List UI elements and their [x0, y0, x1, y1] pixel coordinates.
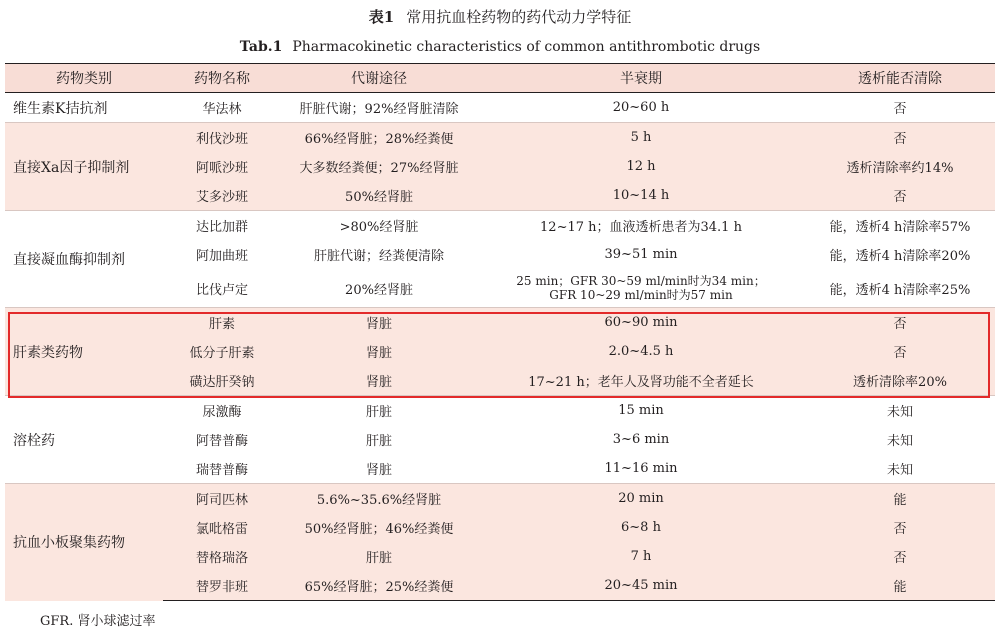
metabolism-cell: 肾脏 — [281, 454, 477, 484]
drug-cell: 阿哌沙班 — [163, 152, 281, 181]
drug-cell: 阿司匹林 — [163, 484, 281, 514]
dialysis-cell: 否 — [805, 308, 995, 338]
dialysis-cell: 否 — [805, 337, 995, 366]
half-life-cell: 7 h — [477, 542, 805, 571]
dialysis-cell: 能，透析4 h清除率57% — [805, 211, 995, 241]
half-life-cell: 6~8 h — [477, 513, 805, 542]
category-cell: 维生素K拮抗剂 — [5, 93, 163, 123]
dialysis-cell: 未知 — [805, 396, 995, 426]
dialysis-cell: 否 — [805, 123, 995, 153]
metabolism-cell: 65%经肾脏；25%经粪便 — [281, 571, 477, 601]
drug-cell: 阿加曲班 — [163, 240, 281, 269]
table-caption-cn: 常用抗血栓药物的药代动力学特征 — [406, 8, 632, 26]
half-life-cell: 20~60 h — [477, 93, 805, 123]
half-life-cell: 15 min — [477, 396, 805, 426]
drug-cell: 达比加群 — [163, 211, 281, 241]
table-row — [5, 93, 995, 123]
half-life-cell: 10~14 h — [477, 181, 805, 211]
category-cell: 直接凝血酶抑制剂 — [5, 211, 163, 308]
metabolism-cell: 5.6%~35.6%经肾脏 — [281, 484, 477, 514]
dialysis-cell: 透析清除率20% — [805, 366, 995, 396]
pharmacokinetics-table — [5, 63, 995, 601]
metabolism-cell: 肝脏 — [281, 542, 477, 571]
metabolism-cell: 大多数经粪便；27%经肾脏 — [281, 152, 477, 181]
table-title-cn — [0, 7, 1000, 27]
header-half-life: 半衰期 — [477, 64, 805, 93]
table-row — [5, 308, 995, 338]
dialysis-cell: 未知 — [805, 425, 995, 454]
table-label-cn: 表1 — [368, 8, 395, 26]
half-life-cell: 20 min — [477, 484, 805, 514]
header-drug: 药物名称 — [163, 64, 281, 93]
table-title-en — [0, 38, 1000, 56]
half-life-line-1: 25 min；GFR 30~59 ml/min时为34 min； — [516, 274, 766, 288]
footnote: GFR. 肾小球滤过率 — [40, 614, 156, 629]
header-dialysis: 透析能否清除 — [805, 64, 995, 93]
metabolism-cell: 肝脏代谢；92%经肾脏清除 — [281, 93, 477, 123]
half-life-cell: 2.0~4.5 h — [477, 337, 805, 366]
table-caption-en: Pharmacokinetic characteristics of common antithrombotic drugs — [292, 39, 761, 55]
metabolism-cell: 肝脏代谢；经粪便清除 — [281, 240, 477, 269]
metabolism-cell: >80%经肾脏 — [281, 211, 477, 241]
table-row — [5, 484, 995, 514]
metabolism-cell: 肾脏 — [281, 337, 477, 366]
half-life-cell: 11~16 min — [477, 454, 805, 484]
half-life-cell — [477, 269, 805, 308]
metabolism-cell: 20%经肾脏 — [281, 269, 477, 308]
metabolism-cell: 50%经肾脏 — [281, 181, 477, 211]
header-category: 药物类别 — [5, 64, 163, 93]
dialysis-cell: 否 — [805, 181, 995, 211]
drug-cell: 低分子肝素 — [163, 337, 281, 366]
drug-cell: 磺达肝癸钠 — [163, 366, 281, 396]
drug-cell: 艾多沙班 — [163, 181, 281, 211]
table-row — [5, 396, 995, 426]
header-metabolism: 代谢途径 — [281, 64, 477, 93]
drug-cell: 肝素 — [163, 308, 281, 338]
drug-cell: 氯吡格雷 — [163, 513, 281, 542]
category-cell: 抗血小板聚集药物 — [5, 484, 163, 601]
dialysis-cell: 否 — [805, 93, 995, 123]
metabolism-cell: 肾脏 — [281, 308, 477, 338]
dialysis-cell: 透析清除率约14% — [805, 152, 995, 181]
metabolism-cell: 肝脏 — [281, 425, 477, 454]
metabolism-cell: 肝脏 — [281, 396, 477, 426]
dialysis-cell: 未知 — [805, 454, 995, 484]
half-life-cell: 12 h — [477, 152, 805, 181]
drug-cell: 利伐沙班 — [163, 123, 281, 153]
table-header-row — [5, 64, 995, 93]
table-label-en: Tab.1 — [239, 39, 283, 55]
half-life-line-2: GFR 10~29 ml/min时为57 min — [549, 288, 733, 302]
dialysis-cell: 能，透析4 h清除率25% — [805, 269, 995, 308]
drug-cell: 替格瑞洛 — [163, 542, 281, 571]
drug-cell: 阿替普酶 — [163, 425, 281, 454]
category-cell: 肝素类药物 — [5, 308, 163, 396]
half-life-cell: 20~45 min — [477, 571, 805, 601]
drug-cell: 比伐卢定 — [163, 269, 281, 308]
category-cell: 溶栓药 — [5, 396, 163, 484]
category-cell: 直接Ⅹa因子抑制剂 — [5, 123, 163, 211]
half-life-cell: 60~90 min — [477, 308, 805, 338]
metabolism-cell: 肾脏 — [281, 366, 477, 396]
drug-cell: 替罗非班 — [163, 571, 281, 601]
dialysis-cell: 能，透析4 h清除率20% — [805, 240, 995, 269]
dialysis-cell: 否 — [805, 542, 995, 571]
metabolism-cell: 66%经肾脏；28%经粪便 — [281, 123, 477, 153]
metabolism-cell: 50%经肾脏；46%经粪便 — [281, 513, 477, 542]
dialysis-cell: 能 — [805, 571, 995, 601]
table-row — [5, 123, 995, 153]
half-life-cell: 17~21 h；老年人及肾功能不全者延长 — [477, 366, 805, 396]
dialysis-cell: 否 — [805, 513, 995, 542]
half-life-cell: 3~6 min — [477, 425, 805, 454]
half-life-cell: 12~17 h；血液透析患者为34.1 h — [477, 211, 805, 241]
drug-cell: 瑞替普酶 — [163, 454, 281, 484]
table-row — [5, 211, 995, 241]
half-life-cell: 5 h — [477, 123, 805, 153]
dialysis-cell: 能 — [805, 484, 995, 514]
drug-cell: 华法林 — [163, 93, 281, 123]
drug-cell: 尿激酶 — [163, 396, 281, 426]
half-life-cell: 39~51 min — [477, 240, 805, 269]
